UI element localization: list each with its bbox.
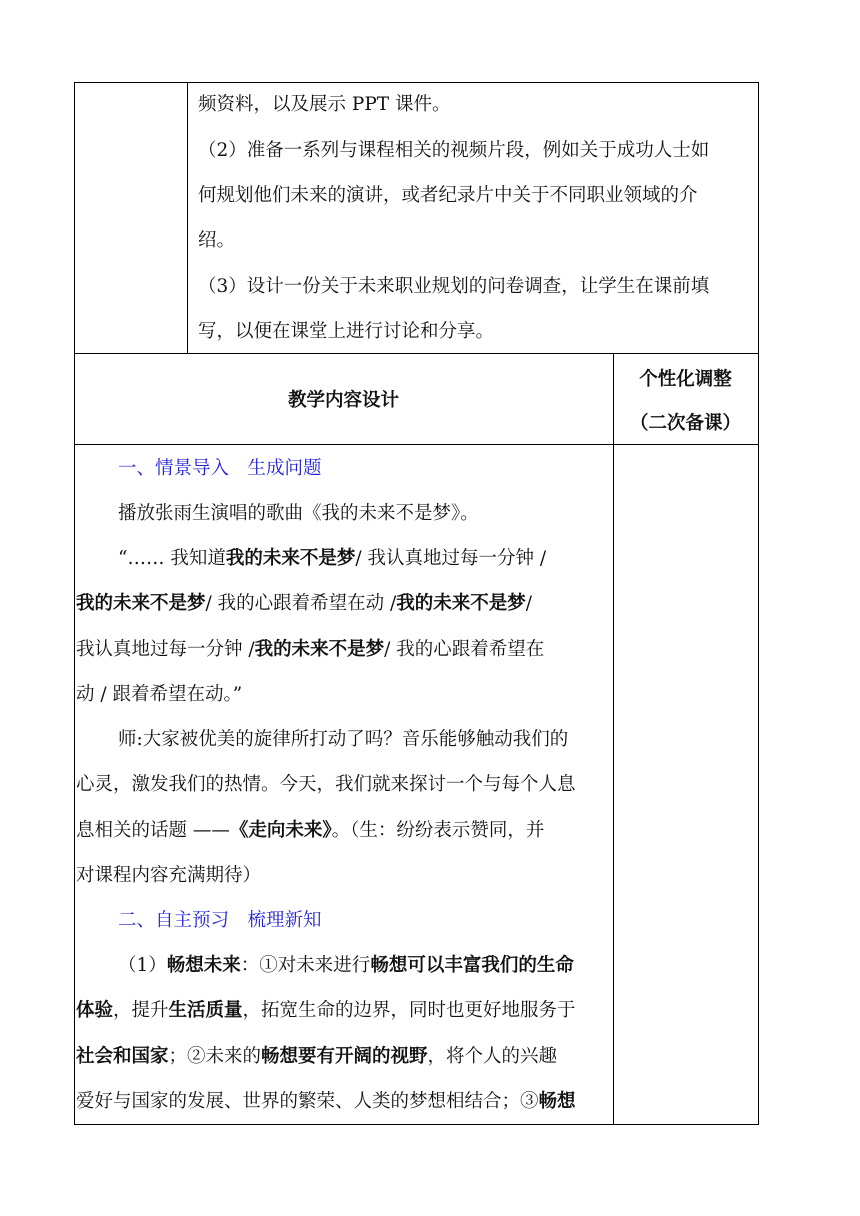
study-emphasis: 畅想 [538,1091,576,1112]
teacher-line-2: 心灵，激发我们的热情。今天，我们就来探讨一个与每个人息 [76,774,576,795]
table-left-border [74,82,75,1125]
lyrics-line-3 [76,636,544,664]
prep-line-4: 绍。 [198,230,236,251]
lyrics-emphasis: 我的未来不是梦 [76,593,206,614]
teacher-line-3 [76,817,544,845]
study-text: ；②未来的 [168,1046,262,1067]
lyrics-text: / 我的心跟着希望在 [384,639,545,660]
lyrics-text: 我认真地过每一分钟 / [76,639,255,660]
table-row-divider-1 [74,353,759,354]
section2-heading: 二、自主预习 梳理新知 [118,910,322,931]
second-preparation-header: （二次备课） [629,413,741,434]
table-adjust-column-divider [613,353,614,1125]
study-text: （1） [118,955,167,976]
study-text: ，提升 [113,1000,169,1021]
lyrics-line-2 [76,590,532,618]
table-row-divider-2 [74,444,759,445]
study-emphasis: 畅想未来 [166,955,241,976]
study-line-1 [118,952,574,980]
teacher-text: 息相关的话题 —— [76,820,230,841]
teacher-line-4: 对课程内容充满期待） [76,865,262,886]
study-emphasis: 生活质量 [168,1000,243,1021]
section1-intro: 播放张雨生演唱的歌曲《我的未来不是梦》。 [118,503,479,524]
lyrics-emphasis: 我的未来不是梦 [396,593,526,614]
prep-line-2: （2）准备一系列与课程相关的视频片段，例如关于成功人士如 [198,140,710,161]
lyrics-text: / [525,593,532,614]
table-bottom-border [74,1124,759,1125]
teacher-text: 。（生：纷纷表示赞同，并 [331,820,545,841]
prep-line-3: 何规划他们未来的演讲，或者纪录片中关于不同职业领域的介 [198,185,698,206]
study-text: ：①对未来进行 [240,955,371,976]
lesson-title: 《走向未来》 [229,820,332,841]
study-line-2 [76,997,576,1025]
lyrics-emphasis: 我的未来不是梦 [225,548,356,569]
study-emphasis: 畅想要有开阔的视野 [261,1046,428,1067]
section1-heading: 一、情景导入 生成问题 [118,458,322,479]
study-emphasis: 社会和国家 [76,1046,169,1067]
table-right-border [758,82,759,1125]
prep-line-5: （3）设计一份关于未来职业规划的问卷调查，让学生在课前填 [198,276,710,297]
lyrics-text: “…… 我知道 [118,548,226,569]
content-design-header: 教学内容设计 [287,390,399,411]
prep-line-6: 写，以便在课堂上进行讨论和分享。 [198,321,495,342]
lyrics-emphasis: 我的未来不是梦 [254,639,385,660]
lyrics-text: / 我认真地过每一分钟 / [355,548,547,569]
lyrics-line-4: 动 / 跟着希望在动。” [76,684,243,705]
table-label-column-divider [187,82,188,354]
table-top-border [74,82,759,83]
lyrics-line-1 [118,545,546,573]
teacher-line-1: 师:大家被优美的旋律所打动了吗？音乐能够触动我们的 [118,729,569,750]
study-text: ，将个人的兴趣 [427,1046,558,1067]
prep-line-1: 频资料，以及展示 PPT 课件。 [198,94,451,115]
personal-adjust-header: 个性化调整 [639,369,732,390]
lyrics-text: / 我的心跟着希望在动 / [205,593,397,614]
study-emphasis: 畅想可以丰富我们的生命 [370,955,574,976]
study-text: ，拓宽生命的边界，同时也更好地服务于 [242,1000,576,1021]
study-line-3 [76,1043,557,1071]
study-text: 爱好与国家的发展、世界的繁荣、人类的梦想相结合；③ [76,1091,539,1112]
study-emphasis: 体验 [76,1000,114,1021]
study-line-4 [76,1088,576,1116]
